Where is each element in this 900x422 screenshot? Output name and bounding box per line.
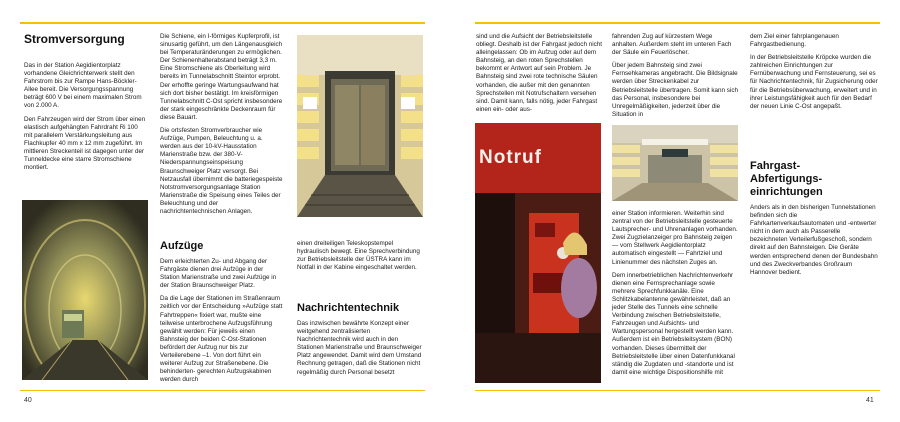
nachricht-column <box>297 320 423 382</box>
heading-aufzuege: Aufzüge <box>160 240 204 252</box>
paragraph: Das inzwischen bewährte Konzept einer weitgehend zentralisierten Nachrichtentechnik wird auch in den Stationen Marienstraße und Braunschweiger Platz angewendet. Damit wird dem Umstand Rechnung getragen, daß die Stationen nicht regelmäßig durch Personal besetzt <box>297 320 422 376</box>
bottom-rule-right <box>475 390 880 391</box>
page-number-right: 41 <box>866 397 874 404</box>
strom-column <box>24 62 146 177</box>
paragraph: In der Betriebsleitstelle Kröpcke wurden die zahlreichen Einrichtungen zur Fernüberwachung und Fernsteuerung, sei es für Nachrichtentechnik, für Zugsicherung oder für die Betriebsüberwachung, erweitert und in ihrer Leistungsfähigkeit auch für den Bedarf der neuen Linie C-Ost angepaßt. <box>750 54 878 110</box>
paragraph: fahrenden Zug auf kürzestem Wege anhalten. Außerdem steht im unteren Fach der Säule ein Feuerlöscher. <box>612 33 732 57</box>
page-number-left: 40 <box>24 397 32 404</box>
paragraph: Dem erleichterten Zu- und Abgang der Fahrgäste dienen drei Aufzüge in der Station Marienstraße und zwei Aufzüge in der Station Braunschweiger Platz. <box>160 258 277 290</box>
paragraph: Über jedem Bahnsteig sind zwei Fernsehkameras angebracht. Die Bildsignale werden über Streckenkabel zur Betriebsleitstelle übertragen. Somit kann sich das Personal, insbesondere bei Unregelmäßigkeiten, jederzeit über die Situation in <box>612 62 739 118</box>
right-middle-column-top <box>612 33 738 124</box>
paragraph: dem Ziel einer fahrplangenauen Fahrgastbedienung. <box>750 33 839 49</box>
right-last-column-top <box>750 33 878 116</box>
station-photo <box>612 125 738 201</box>
notruf-sign: Notruf <box>479 147 542 168</box>
top-rule-right <box>475 22 880 24</box>
heading-fahrgast-abfertigung: Fahrgast- Abfertigungs- einrichtungen <box>750 160 823 198</box>
heading-stromversorgung: Stromversorgung <box>24 32 125 46</box>
notruf-photo <box>475 123 601 383</box>
paragraph: Da die Lage der Stationen im Straßenraum zeitlich vor der Entscheidung »Aufzüge statt Fahrtreppen« fixiert war, mußte eine teilweise unterbrochene Aufzugsführung gewählt werden: Für jeweils einen Bahnsteig der beiden C-Ost-Stationen befördert der Aufzug nur bis zur Verteilerebene –1. Von dort führt ein weiterer Aufzug zur Straßenebene. Die behinderten- gerechten Aufzugskabinen werden durch <box>160 295 283 384</box>
top-rule-left <box>20 22 425 24</box>
paragraph: einen dreiteiligen Teleskopstempel hydraulisch bewegt. Eine Sprechverbindung zur Betriebsleitstelle der ÜSTRA kann im Notfall in der Kabine eingeschaltet werden. <box>297 240 420 272</box>
heading-nachrichtentechnik: Nachrichtentechnik <box>297 302 400 314</box>
aufzuege-column <box>160 258 284 389</box>
right-last-column-bottom <box>750 204 878 282</box>
right-middle-column-bottom <box>612 210 738 382</box>
paragraph: Den Fahrzeugen wird der Strom über einen elastisch aufgehängten Fahrdraht Ri 100 mit parallelem Verstärkungsleitung aus Flachkupfer 40 mm x 12 mm zugeführt. Im mittleren Streckenteil ist dagegen unter der Tunneldecke eine starre Stromschiene montiert. <box>24 115 146 172</box>
paragraph: sind und die Aufsicht der Betriebsleitstelle obliegt. Deshalb ist der Fahrgast jedoch nicht alleingelassen: Ob im Aufzug oder auf dem Bahnsteig, an den roten Sprechstellen bekommt er Antwort auf sein Problem. Je Bahnsteig sind zwei rote technische Säulen vorhanden, die außer mit den genannten Sprechstellen mit Notrufschaltern versehen sind. Damit kann, falls nötig, jeder Fahrgast einen ein- oder aus- <box>476 33 603 113</box>
tunnel-photo <box>22 200 148 380</box>
paragraph: Anders als in den bisherigen Tunnelstationen befinden sich die Fahrkartenverkaufsautomaten und -entwerter nicht in dem auch als Passerelle bezeichneten Verteilerfußgeschoß, sondern direkt auf den Bahnsteigen. Die Geräte werden entsprechend denen der Bundesbahn und des Zweckverbandes Großraum Hannover bedient. <box>750 204 878 276</box>
left-right-column <box>297 240 423 277</box>
paragraph: Die Schiene, ein I-förmiges Kupferprofil, ist sinusartig geführt, um den Längenausgleich bei Temperaturänderungen zu ermöglichen. Der Schienenhalterabstand beträgt 3,3 m. Eine Stromschiene als Oberleitung wird bereits im Tunnelabschnitt Steintor erprobt. Der erhoffte geringe Wartungsaufwand hat sich dort bisher bestätigt. Im kreisförmigen Tunnelabschnitt C-Ost spricht insbesondere der stark eingeschränkte Deckenraum für diese Bauart. <box>160 33 283 121</box>
right-first-column <box>476 33 604 119</box>
paragraph: Die ortsfesten Stromverbraucher wie Aufzüge, Pumpen, Beleuchtung u. a. werden aus der 10-kV-Hausstation Marienstraße bzw. der 380-V-Niederspannungseinspeisung Braunschweiger Platz versorgt. Bei Netzausfall übernimmt die batteriegespeiste Notstromversorgungsanlage Station Marienstraße die Speisung eines Teiles der Beleuchtung und der nachrichtentechnischen Anlagen. <box>160 127 283 215</box>
paragraph: Dem innerbetrieblichen Nachrichtenverkehr dienen eine Fernsprechanlage sowie mehrere Sprechfunkkanäle. Eine Schlitzkabelantenne gewährleistet, daß an jeder Stelle des Tunnels eine schnelle Verbindung zwischen Betriebsleitstelle, Fahrzeugen und Aufsichts- und Wartungspersonal hergestellt werden kann. Außerdem ist ein Betriebsleitsystem (BON) vorhanden. Dieses übermittelt der Betriebsleitstelle über einen Datenfunkkanal ständig die Zugdaten und -standorte und ist damit eine wichtige Dispositionshilfe mit <box>612 271 735 376</box>
left-middle-column <box>160 33 284 221</box>
paragraph: Das in der Station Aegidientorplatz vorhandene Gleichrichterwerk stellt den Fahrstrom bis zur Rampe Hans-Böckler-Allee bereit. Die Versorgungsspannung beträgt 600 V bei einem maximalen Strom von 2.000 A. <box>24 62 142 110</box>
bottom-rule-left <box>20 390 425 391</box>
elevator-photo <box>297 35 423 217</box>
paragraph: einer Station informieren. Weiterhin sind zentral von der Betriebsleitstelle gesteuerte Lautsprecher- und Uhrenanlagen vorhanden. Zwei Zugzielanzeiger pro Bahnsteig zeigen — vom Stellwerk Aegidientorplatz automatisch eingestellt — Fahrtziel und Linienummer des nächsten Zuges an. <box>612 210 738 266</box>
